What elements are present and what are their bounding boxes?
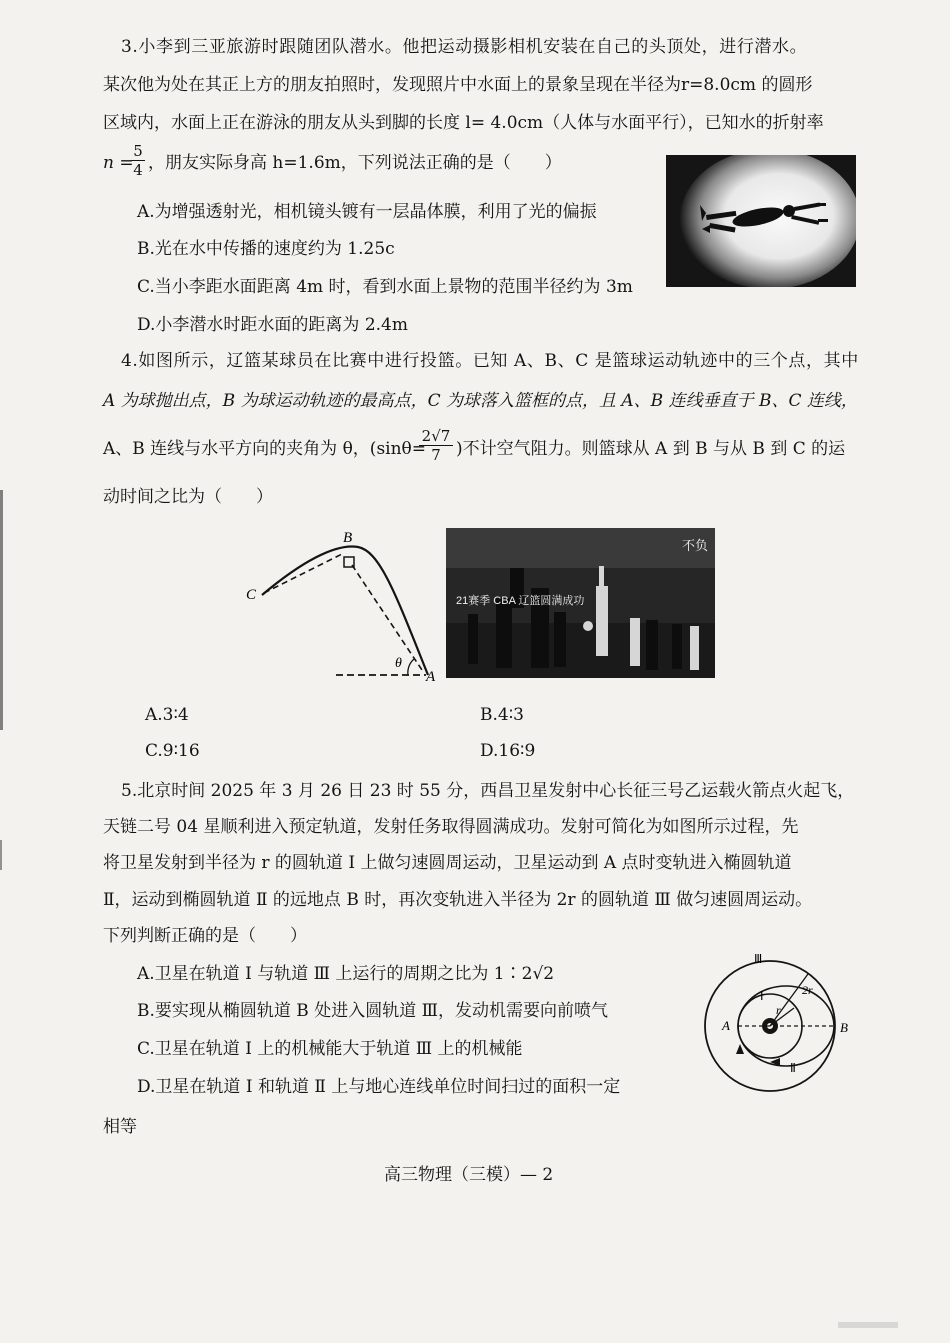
q3-n-fraction [131,143,145,178]
q3-option-c: C.当小李距水面距离 4m 时，看到水面上景物的范围半径约为 3m [137,277,633,297]
q4-line-3-suffix: )不计空气阻力。则篮球从 A 到 B 与从 B 到 C 的运 [456,439,846,459]
scan-edge-mark [0,490,3,730]
photo-caption: 21赛季 CBA 辽篮圆满成功 [456,595,585,607]
q4-sin-numerator: 2√7 [421,427,451,445]
q4-option-b: B.4∶3 [480,705,524,725]
diver-photo-image [666,155,856,287]
q3-n-numerator: 5 [133,142,143,160]
q3-n-denominator: 4 [133,161,143,179]
q5-option-d-continued: 相等 [103,1117,137,1137]
q5-option-b: B.要实现从椭圆轨道 B 处进入圆轨道 Ⅲ，发动机需要向前喷气 [137,1001,608,1021]
diver-photo [666,155,856,287]
photo-corner-text: 不负 [682,538,709,553]
point-c-label: C [246,587,257,603]
radius-2r-line [770,974,808,1026]
label-point-a: A [722,1018,730,1033]
label-2r: 2r [802,983,813,997]
label-orbit-iii: Ⅲ [754,952,763,966]
q4-line-1: 4.如图所示，辽篮某球员在比赛中进行投篮。已知 A、B、C 是篮球运动轨迹中的三个点，其中 [121,351,859,371]
q3-option-b: B.光在水中传播的速度约为 1.25c [137,239,395,259]
q4-line-3-prefix: A、B 连线与水平方向的夹角为 θ，(sinθ= [103,439,427,459]
basketball-photo-image [446,528,715,678]
q3-option-a: A.为增强透射光，相机镜头镀有一层晶体膜，利用了光的偏振 [137,202,597,222]
bc-dashed-line [264,553,344,593]
q4-sin-denominator: 7 [431,446,441,464]
q3-line-3: 区域内，水面上正在游泳的朋友从头到脚的长度 l= 4.0cm（人体与水面平行），已知水的折射率 [103,113,824,133]
trajectory-curve [262,546,428,675]
radius-r-line [770,1008,794,1026]
scan-edge-mark [0,840,2,870]
q5-line-5: 下列判断正确的是（ ） [103,926,307,946]
q4-line-4: 动时间之比为（ ） [103,487,273,507]
q4-trajectory-figure [240,525,440,690]
scan-bottom-mark [838,1322,898,1328]
point-b-label: B [343,530,353,546]
orbit-direction-arrow [736,1044,744,1054]
q3-line-4: ，朋友实际身高 h=1.6m，下列说法正确的是（ ） [148,153,562,173]
q4-option-a: A.3∶4 [145,705,189,725]
q4-option-d: D.16∶9 [480,741,536,761]
q5-line-4: Ⅱ，运动到椭圆轨道 Ⅱ 的远地点 B 时，再次变轨进入半径为 2r 的圆轨道 Ⅲ 做匀速圆周运动。 [103,890,813,910]
q3-option-d: D.小李潜水时距水面的距离为 2.4m [137,315,408,335]
q4-sin-fraction [419,428,453,463]
q5-option-c: C.卫星在轨道 Ⅰ 上的机械能大于轨道 Ⅲ 上的机械能 [137,1039,523,1059]
q4-option-c: C.9∶16 [145,741,200,761]
theta-arc [408,659,414,675]
q5-line-3: 将卫星发射到半径为 r 的圆轨道 Ⅰ 上做匀速圆周运动，卫星运动到 A 点时变轨进入椭圆轨道 [103,853,792,873]
q5-line-2: 天链二号 04 星顺利进入预定轨道，发射任务取得圆满成功。发射可简化为如图所示过程，先 [103,817,799,837]
q5-orbit-figure [700,948,858,1098]
q3-n-label: n = [103,153,134,173]
basketball-photo [446,528,715,678]
q5-option-a: A.卫星在轨道 Ⅰ 与轨道 Ⅲ 上运行的周期之比为 1∶2√2 [137,964,555,984]
q5-line-1: 5.北京时间 2025 年 3 月 26 日 23 时 55 分，西昌卫星发射中心长征三号乙运载火箭点火起飞， [121,781,855,801]
label-r: r [776,1003,781,1017]
page-footer: 高三物理（三模）— 2 [384,1165,554,1185]
q5-option-d: D.卫星在轨道 Ⅰ 和轨道 Ⅱ 上与地心连线单位时间扫过的面积一定 [137,1077,621,1097]
theta-label: θ [395,656,402,671]
label-orbit-ii: Ⅱ [790,1061,796,1075]
point-a-label: A [426,669,436,685]
label-point-b: B [840,1020,848,1035]
q3-line-1: 3.小李到三亚旅游时跟随团队潜水。他把运动摄影相机安装在自己的头顶处，进行潜水。 [121,37,808,57]
q4-line-2: A 为球抛出点，B 为球运动轨迹的最高点，C 为球落入篮框的点，且 A、B 连线垂直于 B、C 连线， [103,391,858,411]
q3-line-2: 某次他为处在其正上方的朋友拍照时，发现照片中水面上的景象呈现在半径为r=8.0cm 的圆形 [103,75,813,95]
label-orbit-i: Ⅰ [760,989,764,1003]
